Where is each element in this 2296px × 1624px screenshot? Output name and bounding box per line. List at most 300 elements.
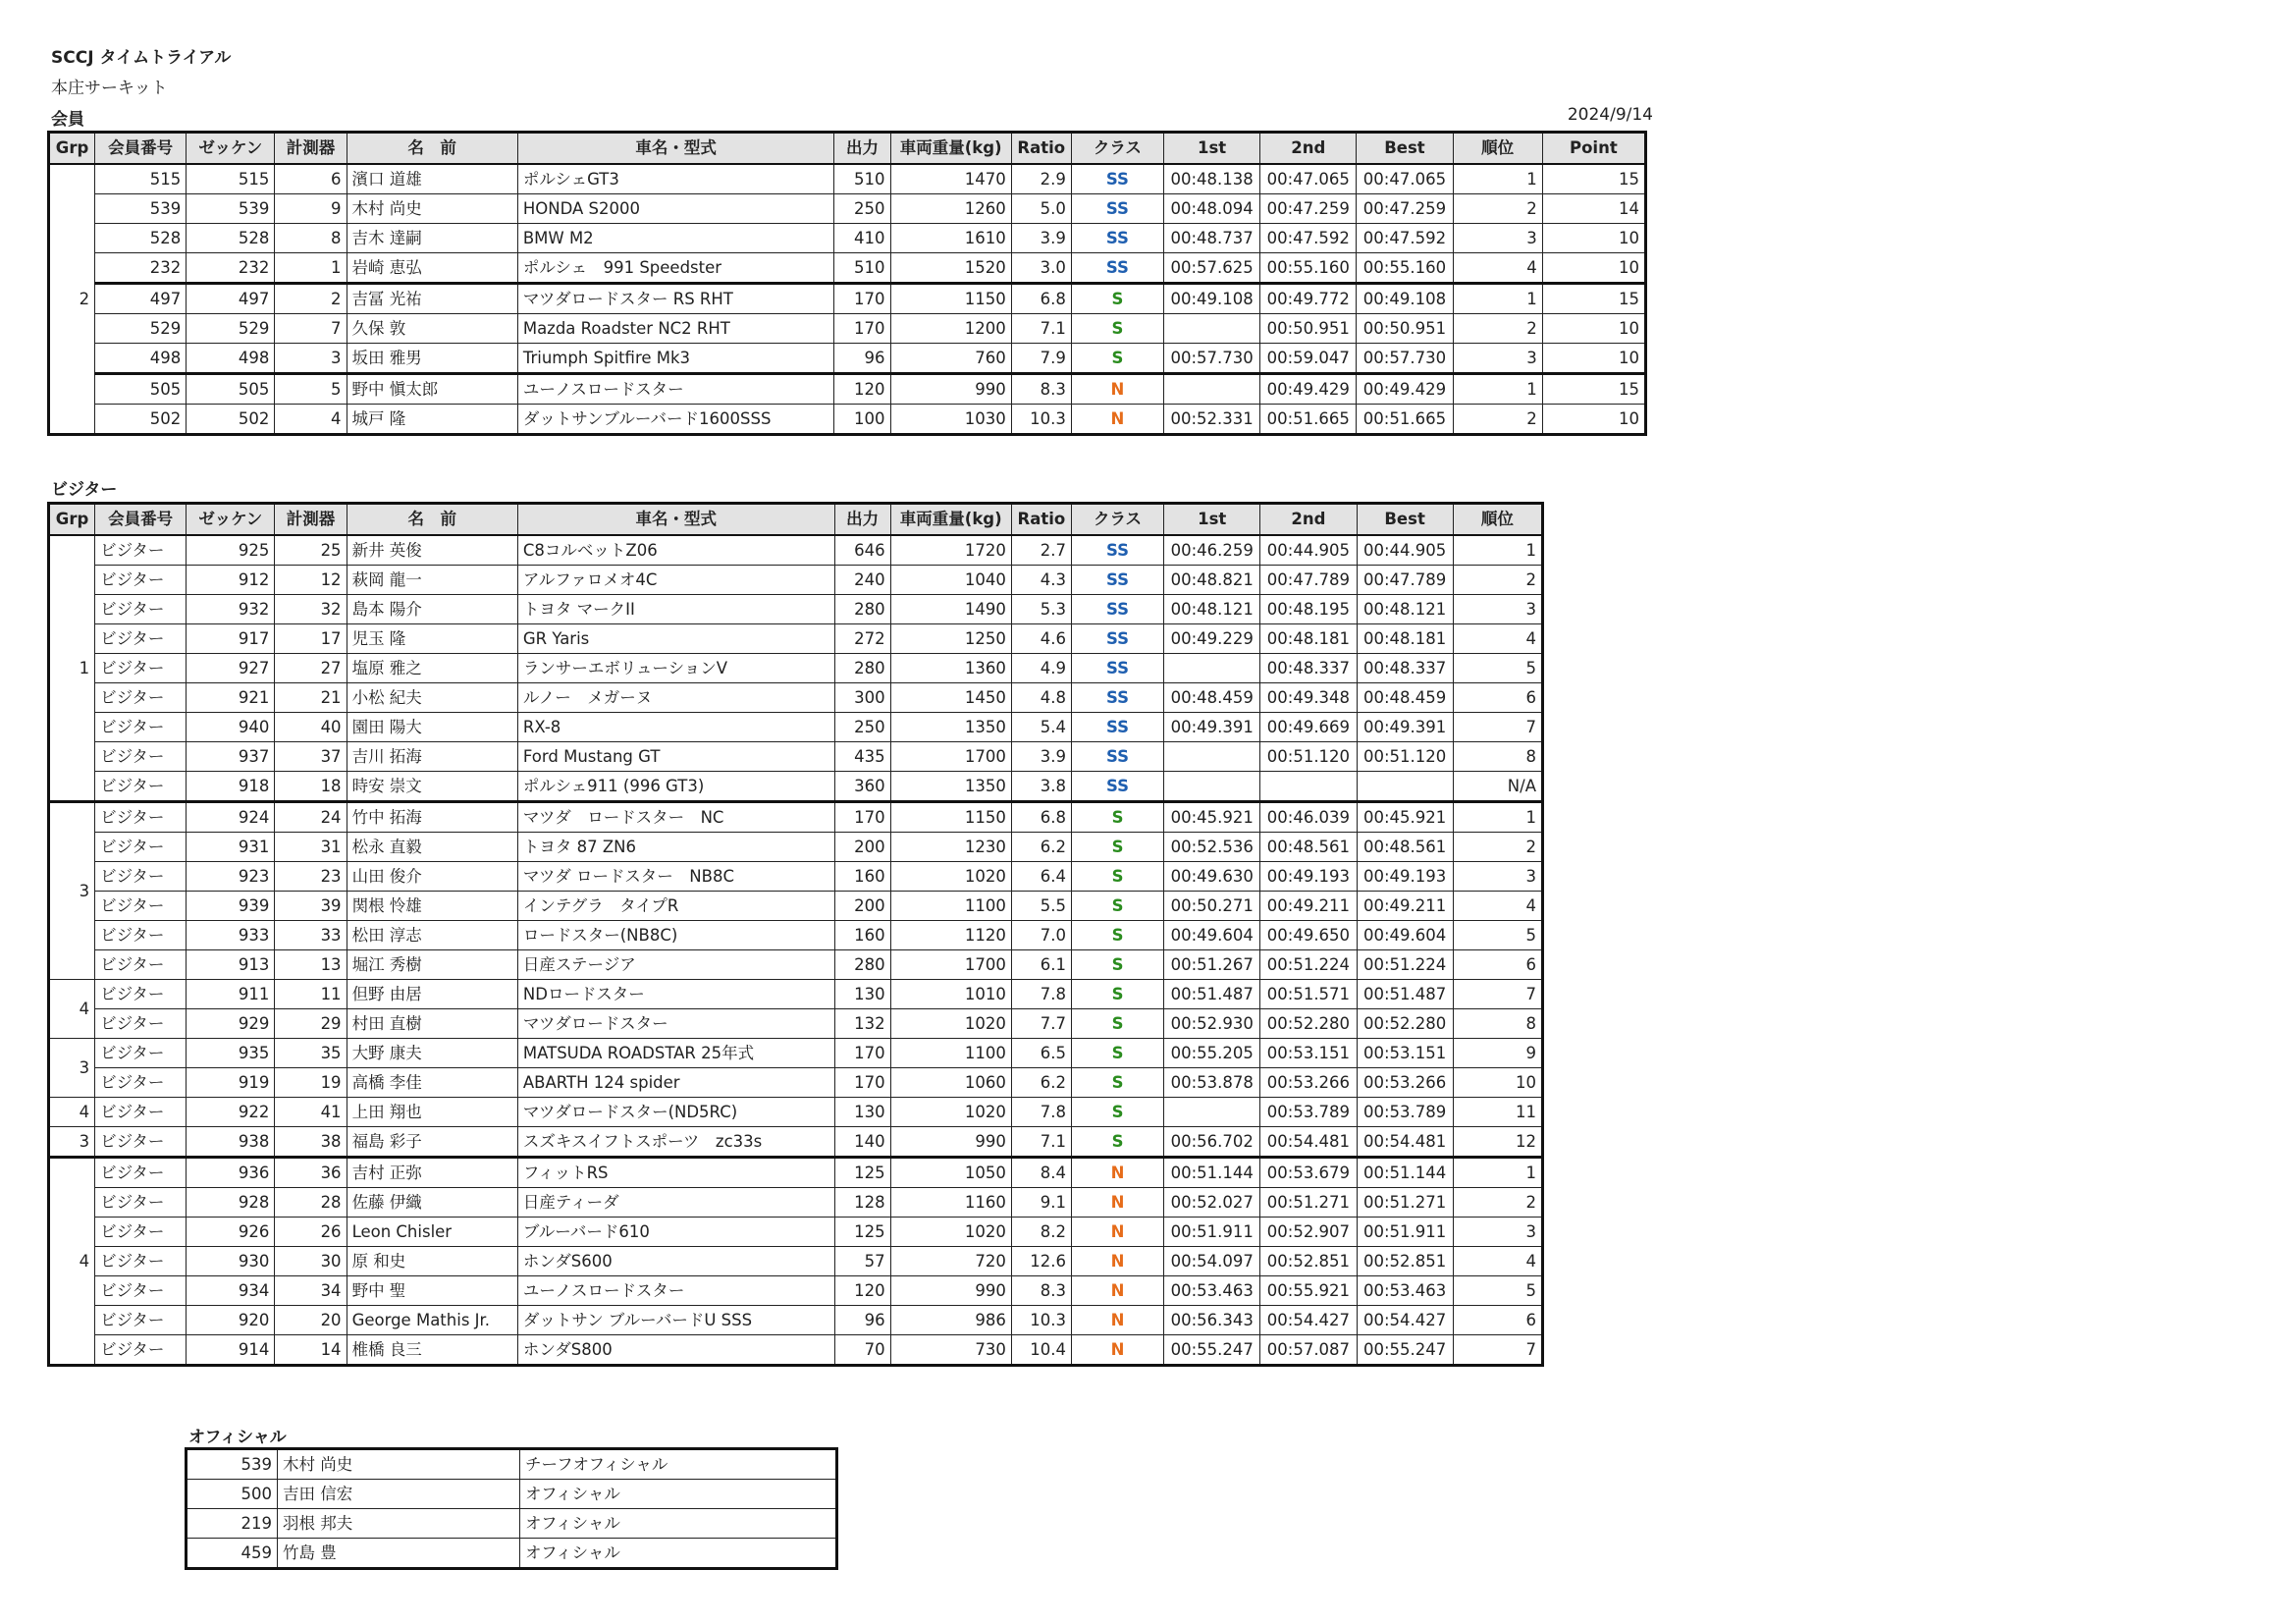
weight-cell: 730: [890, 1334, 1011, 1365]
meter-cell: 20: [275, 1305, 347, 1334]
group-cell: 3: [49, 1126, 95, 1157]
meter-cell: 26: [275, 1217, 347, 1246]
power-cell: 170: [834, 1038, 890, 1067]
t2-cell: [1260, 771, 1357, 801]
meter-cell: 37: [275, 741, 347, 771]
ratio-cell: 3.0: [1011, 252, 1071, 283]
meter-cell: 31: [275, 832, 347, 861]
class-cell: SS: [1071, 565, 1163, 594]
table-row: [49, 1217, 1543, 1246]
bib-cell: 529: [187, 313, 275, 343]
car-cell: ダットサン ブルーバードU SSS: [517, 1305, 834, 1334]
member-no-cell: ビジター: [95, 712, 187, 741]
member-no-cell: ビジター: [95, 1067, 187, 1097]
t2-cell: 00:49.429: [1260, 373, 1357, 404]
officials-table: [185, 1447, 838, 1570]
table-row: [49, 891, 1543, 920]
table-row: [49, 801, 1543, 832]
official-row: [187, 1539, 837, 1569]
ratio-cell: 5.0: [1011, 193, 1071, 223]
column-header-weight: 車両重量(kg): [890, 133, 1011, 164]
best-cell: 00:51.120: [1357, 741, 1453, 771]
class-cell: S: [1071, 832, 1163, 861]
table-row: [49, 861, 1543, 891]
bib-cell: 932: [187, 594, 275, 623]
power-cell: 410: [834, 223, 890, 252]
ratio-cell: 4.6: [1011, 623, 1071, 653]
meter-cell: 18: [275, 771, 347, 801]
car-cell: ホンダS800: [517, 1334, 834, 1365]
t1-cell: 00:52.027: [1164, 1187, 1260, 1217]
ratio-cell: 6.5: [1011, 1038, 1071, 1067]
weight-cell: 1350: [890, 712, 1011, 741]
car-cell: マツダ ロードスター NC: [517, 801, 834, 832]
bib-cell: 933: [187, 920, 275, 949]
t2-cell: 00:53.679: [1260, 1157, 1357, 1187]
meter-cell: 21: [275, 682, 347, 712]
table-row: [49, 623, 1543, 653]
bib-cell: 505: [187, 373, 275, 404]
rank-cell: 5: [1453, 920, 1542, 949]
t2-cell: 00:46.039: [1260, 801, 1357, 832]
member-no-cell: ビジター: [95, 1275, 187, 1305]
rank-cell: 3: [1453, 594, 1542, 623]
weight-cell: 1100: [890, 1038, 1011, 1067]
member-no-cell: ビジター: [95, 979, 187, 1008]
column-header-ratio: Ratio: [1011, 504, 1071, 535]
rank-cell: 4: [1453, 1246, 1542, 1275]
power-cell: 510: [834, 252, 890, 283]
weight-cell: 1100: [890, 891, 1011, 920]
weight-cell: 990: [890, 1275, 1011, 1305]
car-cell: ルノー メガーヌ: [517, 682, 834, 712]
t2-cell: 00:53.266: [1260, 1067, 1357, 1097]
power-cell: 140: [834, 1126, 890, 1157]
t1-cell: 00:48.459: [1164, 682, 1260, 712]
name-cell: 福島 彩子: [347, 1126, 517, 1157]
rank-cell: 7: [1453, 1334, 1542, 1365]
best-cell: 00:55.247: [1357, 1334, 1453, 1365]
power-cell: 120: [834, 1275, 890, 1305]
meter-cell: 2: [275, 283, 347, 313]
table-row: [49, 1126, 1543, 1157]
weight-cell: 1160: [890, 1187, 1011, 1217]
car-cell: ユーノスロードスター: [517, 373, 834, 404]
table-row: [49, 1305, 1543, 1334]
weight-cell: 1520: [890, 252, 1011, 283]
visitors-section-label: ビジター: [51, 480, 118, 500]
weight-cell: 1470: [890, 164, 1011, 194]
name-cell: 堀江 秀樹: [347, 949, 517, 979]
column-header-class: クラス: [1071, 504, 1163, 535]
member-no-cell: 529: [95, 313, 187, 343]
rank-cell: 8: [1453, 741, 1542, 771]
class-cell: S: [1071, 283, 1163, 313]
weight-cell: 1060: [890, 1067, 1011, 1097]
t2-cell: 00:48.195: [1260, 594, 1357, 623]
t1-cell: 00:49.604: [1164, 920, 1260, 949]
car-cell: HONDA S2000: [517, 193, 834, 223]
table-row: [49, 1008, 1543, 1038]
t2-cell: 00:51.271: [1260, 1187, 1357, 1217]
member-no-cell: ビジター: [95, 920, 187, 949]
table-row: [49, 252, 1646, 283]
members-section-label: 会員: [51, 110, 84, 130]
meter-cell: 14: [275, 1334, 347, 1365]
point-cell: 10: [1542, 252, 1645, 283]
class-cell: S: [1071, 1097, 1163, 1126]
group-cell: 2: [49, 164, 95, 435]
rank-cell: 9: [1453, 1038, 1542, 1067]
power-cell: 280: [834, 949, 890, 979]
name-cell: 吉木 達嗣: [347, 223, 517, 252]
power-cell: 170: [834, 1067, 890, 1097]
t1-cell: 00:49.630: [1164, 861, 1260, 891]
car-cell: ロードスター(NB8C): [517, 920, 834, 949]
t1-cell: [1164, 1097, 1260, 1126]
member-no-cell: ビジター: [95, 949, 187, 979]
car-cell: Mazda Roadster NC2 RHT: [517, 313, 834, 343]
name-cell: 城戸 隆: [347, 404, 517, 434]
power-cell: 272: [834, 623, 890, 653]
t1-cell: 00:53.463: [1164, 1275, 1260, 1305]
weight-cell: 1050: [890, 1157, 1011, 1187]
member-no-cell: 515: [95, 164, 187, 194]
rank-cell: 1: [1453, 283, 1542, 313]
class-cell: S: [1071, 1126, 1163, 1157]
meter-cell: 36: [275, 1157, 347, 1187]
ratio-cell: 8.3: [1011, 1275, 1071, 1305]
rank-cell: 3: [1453, 343, 1542, 373]
weight-cell: 1250: [890, 623, 1011, 653]
best-cell: 00:47.789: [1357, 565, 1453, 594]
meter-cell: 4: [275, 404, 347, 434]
table-row: [49, 343, 1646, 373]
power-cell: 132: [834, 1008, 890, 1038]
t2-cell: 00:49.669: [1260, 712, 1357, 741]
car-cell: NDロードスター: [517, 979, 834, 1008]
name-cell: 椎橋 良三: [347, 1334, 517, 1365]
rank-cell: 1: [1453, 164, 1542, 194]
best-cell: 00:51.487: [1357, 979, 1453, 1008]
rank-cell: 8: [1453, 1008, 1542, 1038]
class-cell: SS: [1071, 712, 1163, 741]
t2-cell: 00:44.905: [1260, 535, 1357, 566]
weight-cell: 1230: [890, 832, 1011, 861]
bib-cell: 912: [187, 565, 275, 594]
bib-cell: 937: [187, 741, 275, 771]
t1-cell: 00:45.921: [1164, 801, 1260, 832]
member-no-cell: ビジター: [95, 861, 187, 891]
t2-cell: 00:54.427: [1260, 1305, 1357, 1334]
car-cell: ABARTH 124 spider: [517, 1067, 834, 1097]
t1-cell: 00:56.702: [1164, 1126, 1260, 1157]
table-row: [49, 1246, 1543, 1275]
power-cell: 125: [834, 1157, 890, 1187]
best-cell: 00:53.151: [1357, 1038, 1453, 1067]
ratio-cell: 6.2: [1011, 1067, 1071, 1097]
rank-cell: 3: [1453, 861, 1542, 891]
table-row: [49, 949, 1543, 979]
member-no-cell: ビジター: [95, 623, 187, 653]
table-row: [49, 682, 1543, 712]
bib-cell: 924: [187, 801, 275, 832]
official-role-cell: オフィシャル: [520, 1509, 837, 1539]
member-no-cell: ビジター: [95, 771, 187, 801]
power-cell: 120: [834, 373, 890, 404]
rank-cell: 4: [1453, 252, 1542, 283]
car-cell: ポルシェGT3: [517, 164, 834, 194]
t2-cell: 00:59.047: [1260, 343, 1357, 373]
rank-cell: N/A: [1453, 771, 1542, 801]
t1-cell: 00:49.229: [1164, 623, 1260, 653]
rank-cell: 3: [1453, 1217, 1542, 1246]
car-cell: マツダ ロードスター NB8C: [517, 861, 834, 891]
name-cell: 山田 俊介: [347, 861, 517, 891]
rank-cell: 2: [1453, 565, 1542, 594]
rank-cell: 6: [1453, 682, 1542, 712]
t1-cell: 00:53.878: [1164, 1067, 1260, 1097]
meter-cell: 33: [275, 920, 347, 949]
member-no-cell: ビジター: [95, 594, 187, 623]
rank-cell: 5: [1453, 1275, 1542, 1305]
member-no-cell: ビジター: [95, 801, 187, 832]
best-cell: 00:50.951: [1357, 313, 1453, 343]
t1-cell: 00:46.259: [1164, 535, 1260, 566]
column-header-lap1: 1st: [1164, 504, 1260, 535]
weight-cell: 990: [890, 1126, 1011, 1157]
power-cell: 96: [834, 343, 890, 373]
official-row: [187, 1480, 837, 1509]
ratio-cell: 2.9: [1011, 164, 1071, 194]
class-cell: N: [1071, 1157, 1163, 1187]
meter-cell: 3: [275, 343, 347, 373]
column-header-bib: ゼッケン: [187, 504, 275, 535]
t2-cell: 00:49.650: [1260, 920, 1357, 949]
t2-cell: 00:47.592: [1260, 223, 1357, 252]
column-header-ratio: Ratio: [1011, 133, 1071, 164]
bib-cell: 918: [187, 771, 275, 801]
bib-cell: 925: [187, 535, 275, 566]
weight-cell: 1020: [890, 1097, 1011, 1126]
power-cell: 170: [834, 801, 890, 832]
t2-cell: 00:52.851: [1260, 1246, 1357, 1275]
class-cell: S: [1071, 801, 1163, 832]
members-header-row: [49, 133, 1646, 164]
t1-cell: 00:49.391: [1164, 712, 1260, 741]
class-cell: S: [1071, 1038, 1163, 1067]
ratio-cell: 4.8: [1011, 682, 1071, 712]
table-row: [49, 535, 1543, 566]
member-no-cell: ビジター: [95, 1008, 187, 1038]
official-name-cell: 竹島 豊: [278, 1539, 520, 1569]
t2-cell: 00:52.280: [1260, 1008, 1357, 1038]
column-header-car: 車名・型式: [517, 504, 834, 535]
bib-cell: 928: [187, 1187, 275, 1217]
t1-cell: [1164, 653, 1260, 682]
column-header-lap2: 2nd: [1260, 504, 1357, 535]
column-header-rank: 順位: [1453, 504, 1542, 535]
member-no-cell: 528: [95, 223, 187, 252]
t2-cell: 00:47.259: [1260, 193, 1357, 223]
point-cell: 10: [1542, 223, 1645, 252]
class-cell: SS: [1071, 535, 1163, 566]
name-cell: 野中 愼太郎: [347, 373, 517, 404]
t1-cell: 00:48.121: [1164, 594, 1260, 623]
t2-cell: 00:47.789: [1260, 565, 1357, 594]
point-cell: 10: [1542, 404, 1645, 434]
weight-cell: 1040: [890, 565, 1011, 594]
power-cell: 170: [834, 313, 890, 343]
name-cell: 村田 直樹: [347, 1008, 517, 1038]
power-cell: 160: [834, 861, 890, 891]
meter-cell: 13: [275, 949, 347, 979]
car-cell: マツダロードスター RS RHT: [517, 283, 834, 313]
best-cell: 00:48.337: [1357, 653, 1453, 682]
class-cell: SS: [1071, 682, 1163, 712]
car-cell: スズキスイフトスポーツ zc33s: [517, 1126, 834, 1157]
meter-cell: 24: [275, 801, 347, 832]
bib-cell: 502: [187, 404, 275, 434]
power-cell: 510: [834, 164, 890, 194]
power-cell: 300: [834, 682, 890, 712]
car-cell: GR Yaris: [517, 623, 834, 653]
name-cell: 松田 淳志: [347, 920, 517, 949]
meter-cell: 1: [275, 252, 347, 283]
weight-cell: 720: [890, 1246, 1011, 1275]
ratio-cell: 3.9: [1011, 741, 1071, 771]
power-cell: 57: [834, 1246, 890, 1275]
ratio-cell: 7.0: [1011, 920, 1071, 949]
weight-cell: 1020: [890, 1217, 1011, 1246]
class-cell: S: [1071, 1067, 1163, 1097]
weight-cell: 1200: [890, 313, 1011, 343]
name-cell: 児玉 隆: [347, 623, 517, 653]
group-cell: 3: [49, 1038, 95, 1097]
power-cell: 646: [834, 535, 890, 566]
class-cell: SS: [1071, 741, 1163, 771]
meter-cell: 19: [275, 1067, 347, 1097]
name-cell: 坂田 雅男: [347, 343, 517, 373]
bib-cell: 920: [187, 1305, 275, 1334]
member-no-cell: ビジター: [95, 1334, 187, 1365]
power-cell: 200: [834, 891, 890, 920]
meter-cell: 40: [275, 712, 347, 741]
meter-cell: 35: [275, 1038, 347, 1067]
car-cell: Triumph Spitfire Mk3: [517, 343, 834, 373]
ratio-cell: 4.9: [1011, 653, 1071, 682]
point-cell: 15: [1542, 164, 1645, 194]
group-cell: 1: [49, 535, 95, 802]
ratio-cell: 6.2: [1011, 832, 1071, 861]
weight-cell: 1700: [890, 741, 1011, 771]
member-no-cell: ビジター: [95, 1038, 187, 1067]
best-cell: 00:53.463: [1357, 1275, 1453, 1305]
power-cell: 280: [834, 594, 890, 623]
car-cell: ユーノスロードスター: [517, 1275, 834, 1305]
best-cell: 00:54.427: [1357, 1305, 1453, 1334]
ratio-cell: 8.2: [1011, 1217, 1071, 1246]
name-cell: 上田 翔也: [347, 1097, 517, 1126]
bib-cell: 929: [187, 1008, 275, 1038]
group-cell: 4: [49, 979, 95, 1038]
car-cell: マツダロードスター(ND5RC): [517, 1097, 834, 1126]
car-cell: トヨタ 87 ZN6: [517, 832, 834, 861]
event-date: 2024/9/14: [1567, 105, 1653, 125]
t1-cell: 00:51.911: [1164, 1217, 1260, 1246]
best-cell: 00:55.160: [1357, 252, 1453, 283]
t2-cell: 00:51.571: [1260, 979, 1357, 1008]
table-row: [49, 1097, 1543, 1126]
table-row: [49, 653, 1543, 682]
class-cell: N: [1071, 1246, 1163, 1275]
car-cell: RX-8: [517, 712, 834, 741]
members-results-table: [47, 131, 1647, 436]
rank-cell: 3: [1453, 223, 1542, 252]
weight-cell: 990: [890, 373, 1011, 404]
t1-cell: 00:51.267: [1164, 949, 1260, 979]
member-no-cell: 539: [95, 193, 187, 223]
t2-cell: 00:57.087: [1260, 1334, 1357, 1365]
table-row: [49, 313, 1646, 343]
name-cell: 塩原 雅之: [347, 653, 517, 682]
name-cell: 萩岡 龍一: [347, 565, 517, 594]
power-cell: 100: [834, 404, 890, 434]
class-cell: SS: [1071, 193, 1163, 223]
rank-cell: 2: [1453, 193, 1542, 223]
column-header-meter: 計測器: [275, 504, 347, 535]
point-cell: 15: [1542, 283, 1645, 313]
rank-cell: 11: [1453, 1097, 1542, 1126]
meter-cell: 6: [275, 164, 347, 194]
bib-cell: 940: [187, 712, 275, 741]
column-header-class: クラス: [1071, 133, 1163, 164]
weight-cell: 1360: [890, 653, 1011, 682]
t1-cell: 00:52.536: [1164, 832, 1260, 861]
group-cell: 4: [49, 1097, 95, 1126]
t1-cell: 00:51.487: [1164, 979, 1260, 1008]
name-cell: 竹中 拓海: [347, 801, 517, 832]
t2-cell: 00:51.665: [1260, 404, 1357, 434]
weight-cell: 1720: [890, 535, 1011, 566]
member-no-cell: ビジター: [95, 832, 187, 861]
best-cell: 00:57.730: [1357, 343, 1453, 373]
weight-cell: 1450: [890, 682, 1011, 712]
table-row: [49, 193, 1646, 223]
rank-cell: 2: [1453, 1187, 1542, 1217]
t1-cell: 00:57.625: [1164, 252, 1260, 283]
name-cell: Leon Chisler: [347, 1217, 517, 1246]
official-no-cell: 539: [187, 1449, 278, 1480]
best-cell: 00:49.193: [1357, 861, 1453, 891]
best-cell: [1357, 771, 1453, 801]
rank-cell: 4: [1453, 891, 1542, 920]
venue-name: 本庄サーキット: [51, 79, 168, 98]
t1-cell: 00:57.730: [1164, 343, 1260, 373]
member-no-cell: ビジター: [95, 1097, 187, 1126]
class-cell: S: [1071, 920, 1163, 949]
name-cell: 岩崎 恵弘: [347, 252, 517, 283]
ratio-cell: 2.7: [1011, 535, 1071, 566]
power-cell: 435: [834, 741, 890, 771]
bib-cell: 936: [187, 1157, 275, 1187]
best-cell: 00:47.065: [1357, 164, 1453, 194]
t1-cell: 00:55.247: [1164, 1334, 1260, 1365]
name-cell: 濱口 道雄: [347, 164, 517, 194]
official-name-cell: 羽根 邦夫: [278, 1509, 520, 1539]
bib-cell: 515: [187, 164, 275, 194]
weight-cell: 1150: [890, 283, 1011, 313]
